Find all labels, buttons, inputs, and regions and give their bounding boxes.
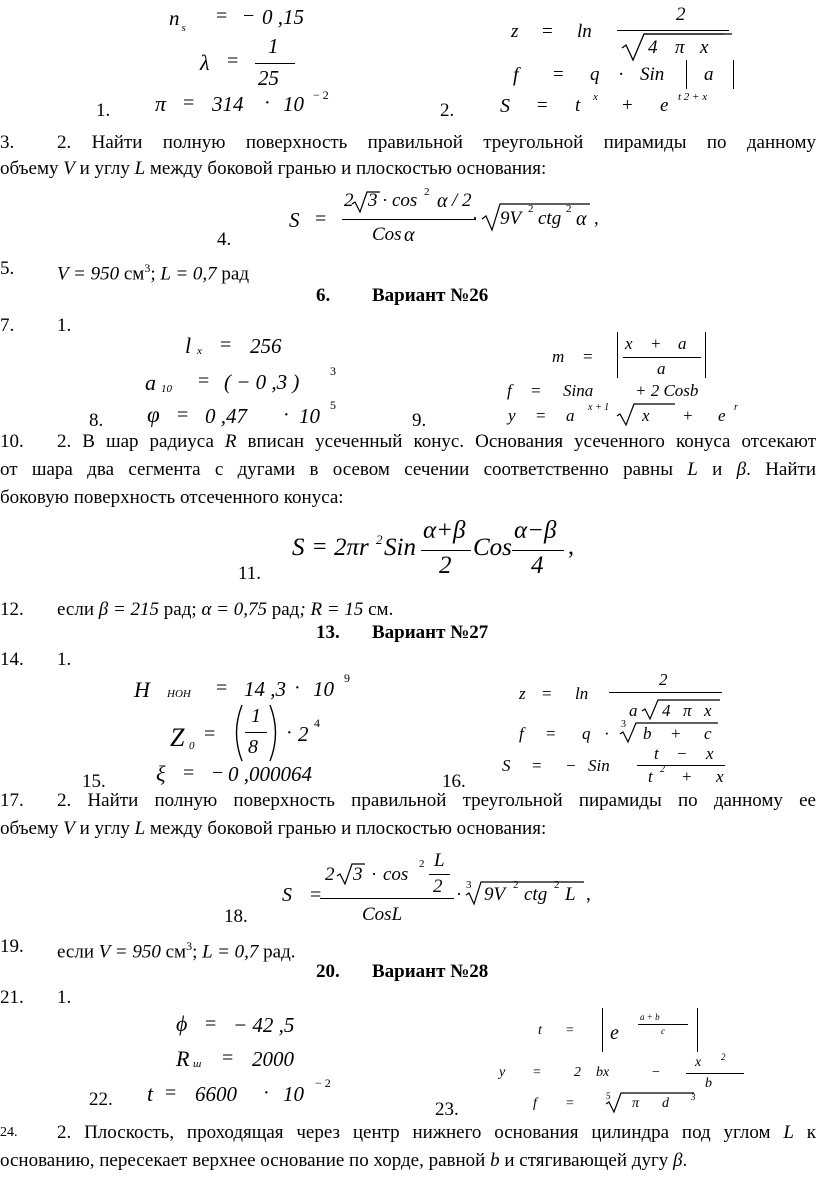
frac-line	[245, 732, 267, 733]
frac-line	[342, 219, 476, 220]
abs-bar-right	[705, 332, 706, 378]
comma: ,	[594, 208, 599, 229]
minus: −	[677, 744, 687, 763]
eq: =	[566, 1023, 574, 1038]
alpha: α	[576, 208, 587, 230]
pi: π	[632, 1096, 640, 1111]
minus: −	[652, 1065, 660, 1080]
value-2000: 2000	[252, 1047, 294, 1071]
task-number: 1.	[57, 649, 72, 670]
three: 3	[368, 190, 378, 211]
item-number: 22.	[89, 1089, 113, 1110]
ln: ln	[577, 21, 592, 42]
paragraph-line: 2. Найти полную поверхность правильной треугольной пирамиды по данному	[57, 132, 816, 153]
f: f	[519, 724, 524, 743]
exponent-r: r	[734, 402, 738, 413]
f: f	[507, 381, 512, 400]
q: q	[582, 724, 591, 743]
sup-2: 2	[721, 1052, 726, 1062]
eq: =	[204, 723, 216, 745]
t: t	[147, 1081, 154, 1106]
exponent: x + 1	[588, 402, 610, 413]
m: m	[552, 347, 565, 366]
z: z	[511, 21, 519, 42]
dot: ·	[264, 92, 271, 114]
eq: =	[216, 677, 228, 699]
variant-heading: Вариант №27	[372, 622, 489, 643]
eq: =	[533, 1065, 541, 1080]
eq: =	[310, 884, 322, 906]
eq: =	[566, 1096, 574, 1111]
sub-0: 0	[189, 740, 195, 752]
frac-line	[609, 692, 722, 693]
item-5-text: V = 950 $см^3$; L = 0,7 рад	[57, 261, 249, 285]
eq: =	[227, 50, 239, 72]
item-number: 9.	[412, 410, 427, 431]
eq: =	[546, 724, 556, 743]
ten: 10	[299, 404, 320, 428]
sub-HOH: НОН	[167, 688, 191, 700]
sup-3: 3	[330, 364, 336, 378]
paragraph-line: 2. Плоскость, проходящая через центр нижнего основания цилиндра под углом L к	[57, 1122, 816, 1143]
paragraph-line: объему V и углу L между боковой гранью и плоскостью основания:	[0, 158, 547, 179]
CosL: CosL	[362, 904, 403, 925]
frac-line	[638, 1024, 688, 1025]
L: L	[434, 850, 445, 871]
item-number: 2.	[440, 100, 455, 121]
sup-2: 2	[554, 879, 560, 891]
exponent: t 2 + x	[678, 91, 708, 103]
frac-line	[637, 765, 725, 766]
exponent-den: c	[661, 1026, 665, 1036]
alpha: α	[404, 224, 415, 246]
two: 2	[433, 876, 443, 897]
paren-right	[268, 703, 282, 763]
value-000064: 0 ,000064	[228, 762, 312, 786]
value-314: 314	[212, 92, 244, 116]
z: z	[519, 684, 526, 703]
comma: ,	[568, 534, 574, 560]
item-number: 8.	[89, 410, 104, 431]
item-number: 5.	[0, 258, 15, 279]
frac-den: 4	[531, 552, 544, 579]
H: H	[134, 677, 150, 702]
abs-bar-left	[602, 1008, 603, 1052]
x: x	[642, 406, 650, 425]
item-number: 12.	[0, 599, 24, 620]
b: b	[705, 1076, 712, 1091]
eq: =	[531, 381, 541, 400]
frac-num: α+β	[423, 517, 466, 544]
Sin: Sin	[384, 534, 416, 561]
S: S	[289, 208, 300, 232]
minus: −	[212, 762, 224, 784]
eq: =	[183, 92, 195, 114]
nineV: 9V	[484, 884, 506, 905]
e: e	[610, 1022, 619, 1044]
x: x	[700, 37, 709, 58]
a: a	[678, 334, 687, 353]
eq: =	[313, 534, 327, 560]
minus: −	[243, 5, 255, 27]
exponent-num: a + b	[640, 1012, 660, 1022]
t: t	[575, 95, 581, 116]
t: t	[538, 1023, 542, 1038]
d: d	[662, 1096, 669, 1111]
Sina: Sina	[563, 381, 594, 400]
frac-num: 1	[268, 34, 279, 58]
plus: +	[671, 724, 681, 743]
bx: bx	[596, 1065, 610, 1080]
root-index: 3	[466, 879, 472, 891]
plus: +	[622, 95, 633, 116]
x: x	[625, 334, 633, 353]
frac-den: 25	[258, 66, 279, 90]
frac-num: 2	[659, 670, 668, 689]
variant-heading: Вариант №26	[372, 285, 489, 306]
two: 2	[574, 1065, 581, 1080]
three: 3	[353, 864, 363, 885]
eq: =	[542, 684, 552, 703]
root-index: 3	[621, 719, 626, 730]
dot: ·	[263, 1082, 270, 1104]
num-2: 2	[344, 190, 354, 211]
sqrt-sign	[606, 1091, 696, 1115]
ten: 10	[313, 677, 334, 701]
phi: φ	[147, 402, 160, 427]
abs-bar-left	[617, 332, 618, 378]
x: x	[706, 744, 714, 763]
paren-left	[230, 703, 244, 763]
pi: π	[675, 37, 685, 58]
num-2: 2	[325, 864, 335, 885]
S: S	[502, 756, 511, 775]
sub-10: 10	[161, 383, 172, 395]
item-number: 24.	[0, 1125, 18, 1140]
plus: +	[651, 334, 661, 353]
two: 2	[298, 722, 309, 746]
pi: π	[683, 701, 692, 720]
item-number: 1.	[96, 100, 111, 121]
value-047: 0 ,47	[205, 404, 247, 428]
abs-bar-right	[733, 60, 734, 89]
paragraph-line: боковую поверхность отсеченного конуса:	[0, 487, 344, 508]
eq: =	[216, 5, 228, 27]
frac-line	[255, 63, 295, 64]
frac-line	[512, 550, 564, 551]
cos: cos	[392, 190, 418, 211]
value-015: 0 ,15	[262, 5, 304, 29]
Cos: Cos	[372, 224, 402, 245]
task-number: 1.	[57, 315, 72, 336]
two-pi-r: 2πr	[334, 534, 369, 561]
item-12-text: если β = 215 рад; α = 0,75 рад; R = 15 см.	[57, 599, 394, 620]
L: L	[565, 884, 576, 905]
dot: ·	[382, 190, 388, 210]
frac-line	[421, 550, 471, 551]
sup-2: 2	[528, 203, 534, 215]
item-number: 16.	[442, 771, 466, 792]
eq: =	[537, 95, 548, 116]
minus: −	[566, 756, 576, 775]
item-number: 17.	[0, 790, 24, 811]
a: a	[704, 64, 714, 85]
t: t	[654, 744, 659, 763]
paragraph-line: объему V и углу L между боковой гранью и плоскостью основания:	[0, 818, 547, 839]
q: q	[590, 64, 600, 85]
dot: ·	[286, 722, 293, 744]
value-143: 14 ,3	[244, 677, 286, 701]
exponent-x: x	[593, 91, 598, 103]
dot: ·	[618, 64, 625, 85]
paragraph-line: от шара два сегмента с дугами в осевом сечении соответственно равны L и β. Найти	[0, 459, 816, 480]
formula-n-s: n $_s$	[169, 6, 186, 34]
item-number: 11.	[238, 563, 262, 584]
eq: =	[177, 404, 189, 426]
sup-9: 9	[344, 671, 350, 685]
paragraph-line: 2. В шар радиуса R вписан усеченный конус. Основания усеченного конуса отсекают	[57, 431, 816, 452]
f: f	[513, 64, 519, 86]
abs-bar-left	[686, 60, 687, 89]
variant-heading: Вариант №28	[372, 961, 489, 982]
lambda: λ	[200, 50, 210, 75]
sin: Sin	[640, 64, 665, 85]
item-number: 13.	[316, 622, 340, 643]
sup-4: 4	[314, 716, 320, 730]
comma: ,	[586, 884, 591, 905]
a: a	[145, 370, 156, 395]
cos: cos	[383, 864, 409, 885]
dot: ·	[294, 677, 301, 699]
item-number: 6.	[316, 285, 331, 306]
dot: ·	[283, 404, 290, 426]
item-number: 4.	[217, 229, 232, 250]
eq: =	[532, 756, 542, 775]
paragraph-line: 2. Найти полную поверхность правильной треугольной пирамиды по данному ее	[57, 790, 816, 811]
alpha: α	[437, 190, 448, 212]
eq: =	[198, 370, 210, 392]
item-number: 7.	[0, 315, 15, 336]
sqrt-overline	[644, 32, 744, 36]
four: 4	[662, 701, 671, 720]
sup-2: 2	[566, 203, 572, 215]
a: a	[657, 359, 666, 378]
value-m03: ( − 0 ,3 )	[224, 370, 300, 394]
phi: ϕ	[176, 1011, 188, 1036]
task-number: 1.	[57, 987, 72, 1008]
Cos: Cos	[473, 534, 512, 561]
l: l	[185, 333, 192, 358]
eq: =	[583, 347, 593, 366]
plus: +	[682, 767, 692, 786]
item-number: 10.	[0, 431, 24, 452]
y: y	[499, 1065, 506, 1080]
frac-den: 8	[248, 736, 258, 758]
eq: =	[222, 1047, 234, 1069]
sup-2: 2	[424, 186, 430, 198]
value-6600: 6600	[195, 1082, 237, 1106]
frac-line	[429, 874, 450, 875]
frac-line	[320, 898, 454, 899]
item-number: 19.	[0, 936, 24, 957]
ten: 10	[283, 1082, 304, 1106]
b: b	[643, 724, 652, 743]
sup-3: 3	[691, 1092, 696, 1102]
eq: =	[165, 1082, 177, 1104]
frac-line	[686, 1073, 744, 1074]
value-425: − 42 ,5	[233, 1013, 295, 1037]
frac-den: 2	[439, 552, 452, 579]
Z: Z	[170, 723, 185, 752]
ctg: ctg	[538, 208, 562, 229]
exponent: − 2	[313, 88, 329, 102]
eq: =	[542, 21, 553, 42]
item-number: 3.	[0, 132, 15, 153]
item-number: 21.	[0, 987, 24, 1008]
xi: ξ	[156, 761, 166, 786]
x: x	[695, 1055, 702, 1070]
eq: =	[315, 208, 327, 230]
S: S	[500, 95, 510, 117]
item-number: 23.	[435, 1099, 459, 1120]
dot: ·	[604, 724, 610, 743]
eq: =	[183, 762, 195, 784]
S: S	[292, 534, 305, 561]
x: x	[716, 767, 724, 786]
four: 4	[648, 37, 658, 58]
sub-x: x	[197, 345, 202, 357]
item-number: 15.	[82, 771, 106, 792]
sin: Sin	[588, 756, 610, 775]
eq: =	[553, 64, 564, 85]
paragraph-line: основанию, пересекает верхнее основание по хорде, равной b и стягивающей дугу β.	[0, 1150, 688, 1171]
slash2: / 2	[452, 190, 472, 211]
a: a	[629, 701, 638, 720]
x: x	[704, 701, 712, 720]
frac-num: 1	[251, 705, 261, 727]
sup-2: 2	[513, 879, 519, 891]
nineV: 9V	[500, 208, 522, 229]
R: R	[176, 1046, 190, 1071]
dot: ·	[371, 864, 377, 884]
sup-2: 2	[419, 858, 425, 870]
item-number: 14.	[0, 649, 24, 670]
frac-line	[623, 357, 701, 358]
sup-2: 2	[376, 532, 383, 547]
item-19-text: если V = 950 $см^3$; L = 0,7 рад.	[57, 939, 296, 963]
y: y	[508, 406, 516, 425]
abs-bar-right	[697, 1008, 698, 1052]
c: c	[704, 724, 712, 743]
ln: ln	[575, 684, 589, 703]
item-number: 18.	[224, 906, 248, 927]
pi: π	[155, 91, 167, 116]
ctg: ctg	[524, 884, 548, 905]
eq: =	[205, 1013, 217, 1035]
S: S	[282, 884, 292, 906]
eq: =	[220, 334, 232, 356]
sup-5: 5	[330, 398, 336, 412]
sub-sh: ш	[193, 1058, 202, 1070]
root-index: 5	[606, 1091, 611, 1101]
Cosb: + 2 Cosb	[635, 381, 699, 400]
value-256: 256	[250, 334, 282, 358]
ten: 10	[283, 92, 304, 116]
frac-num: 2	[676, 4, 686, 25]
dot: ·	[472, 208, 478, 228]
frac-line	[617, 30, 729, 31]
exponent: − 2	[315, 1076, 331, 1090]
item-number: 20.	[316, 961, 340, 982]
plus: +	[683, 406, 693, 425]
t: t	[648, 767, 653, 786]
e: e	[660, 95, 669, 116]
eq: =	[536, 406, 546, 425]
frac-num: α−β	[514, 517, 557, 544]
sup-2: 2	[660, 764, 665, 775]
dot: ·	[456, 884, 462, 904]
a: a	[566, 406, 575, 425]
e: e	[718, 406, 726, 425]
f: f	[533, 1096, 537, 1111]
